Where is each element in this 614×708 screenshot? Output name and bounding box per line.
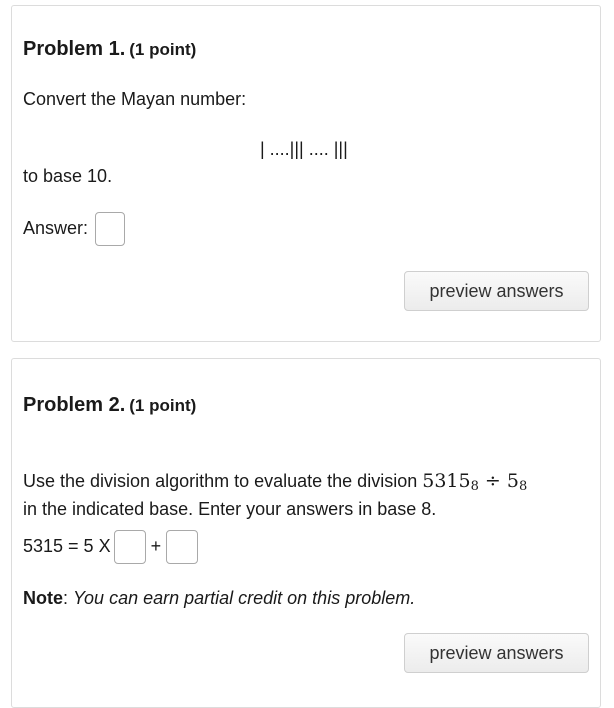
- divisor: 5: [506, 470, 519, 492]
- problem-1-title: Problem 1.: [23, 38, 126, 60]
- divide-symbol: ÷: [484, 470, 501, 492]
- problem-1-answer-input[interactable]: [95, 212, 125, 246]
- divisor-base: 8: [518, 479, 528, 494]
- plus-sign: +: [150, 536, 162, 556]
- problem-1-card: [11, 5, 601, 342]
- dividend: 5315: [422, 470, 471, 492]
- division-expression: [422, 470, 527, 492]
- problem-2-equation-row: [23, 526, 198, 566]
- problem-1-heading: [23, 38, 196, 61]
- problem-2-card: [11, 358, 601, 708]
- problem-1-preview-answers-button[interactable]: preview answers: [404, 271, 589, 311]
- problem-2-prompt-text: Use the division algorithm to evaluate the division: [23, 471, 418, 491]
- problem-2-preview-answers-button[interactable]: preview answers: [404, 633, 589, 673]
- problem-2-points: (1 point): [129, 396, 197, 415]
- problem-1-points: (1 point): [129, 40, 197, 59]
- problem-2-note: [23, 588, 415, 609]
- problem-2-heading: [23, 394, 196, 417]
- mayan-number: | ....||| .... |||: [260, 139, 348, 159]
- problem-1-suffix: to base 10.: [23, 166, 113, 186]
- problem-2-title: Problem 2.: [23, 394, 126, 416]
- remainder-input[interactable]: [166, 530, 198, 564]
- problem-2-prompt-line-1: [23, 470, 527, 494]
- note-colon: :: [63, 588, 69, 608]
- note-label: Note: [23, 588, 63, 608]
- problem-2-prompt-line-2: in the indicated base. Enter your answers in base 8.: [23, 499, 437, 519]
- problem-1-answer-row: [23, 208, 125, 248]
- note-text: You can earn partial credit on this problem.: [73, 588, 416, 608]
- equation-prefix: 5315 = 5 X: [23, 536, 111, 556]
- quotient-input[interactable]: [114, 530, 146, 564]
- problem-1-prompt: Convert the Mayan number:: [23, 89, 247, 109]
- answer-label: Answer:: [23, 218, 89, 238]
- dividend-base: 8: [470, 479, 479, 494]
